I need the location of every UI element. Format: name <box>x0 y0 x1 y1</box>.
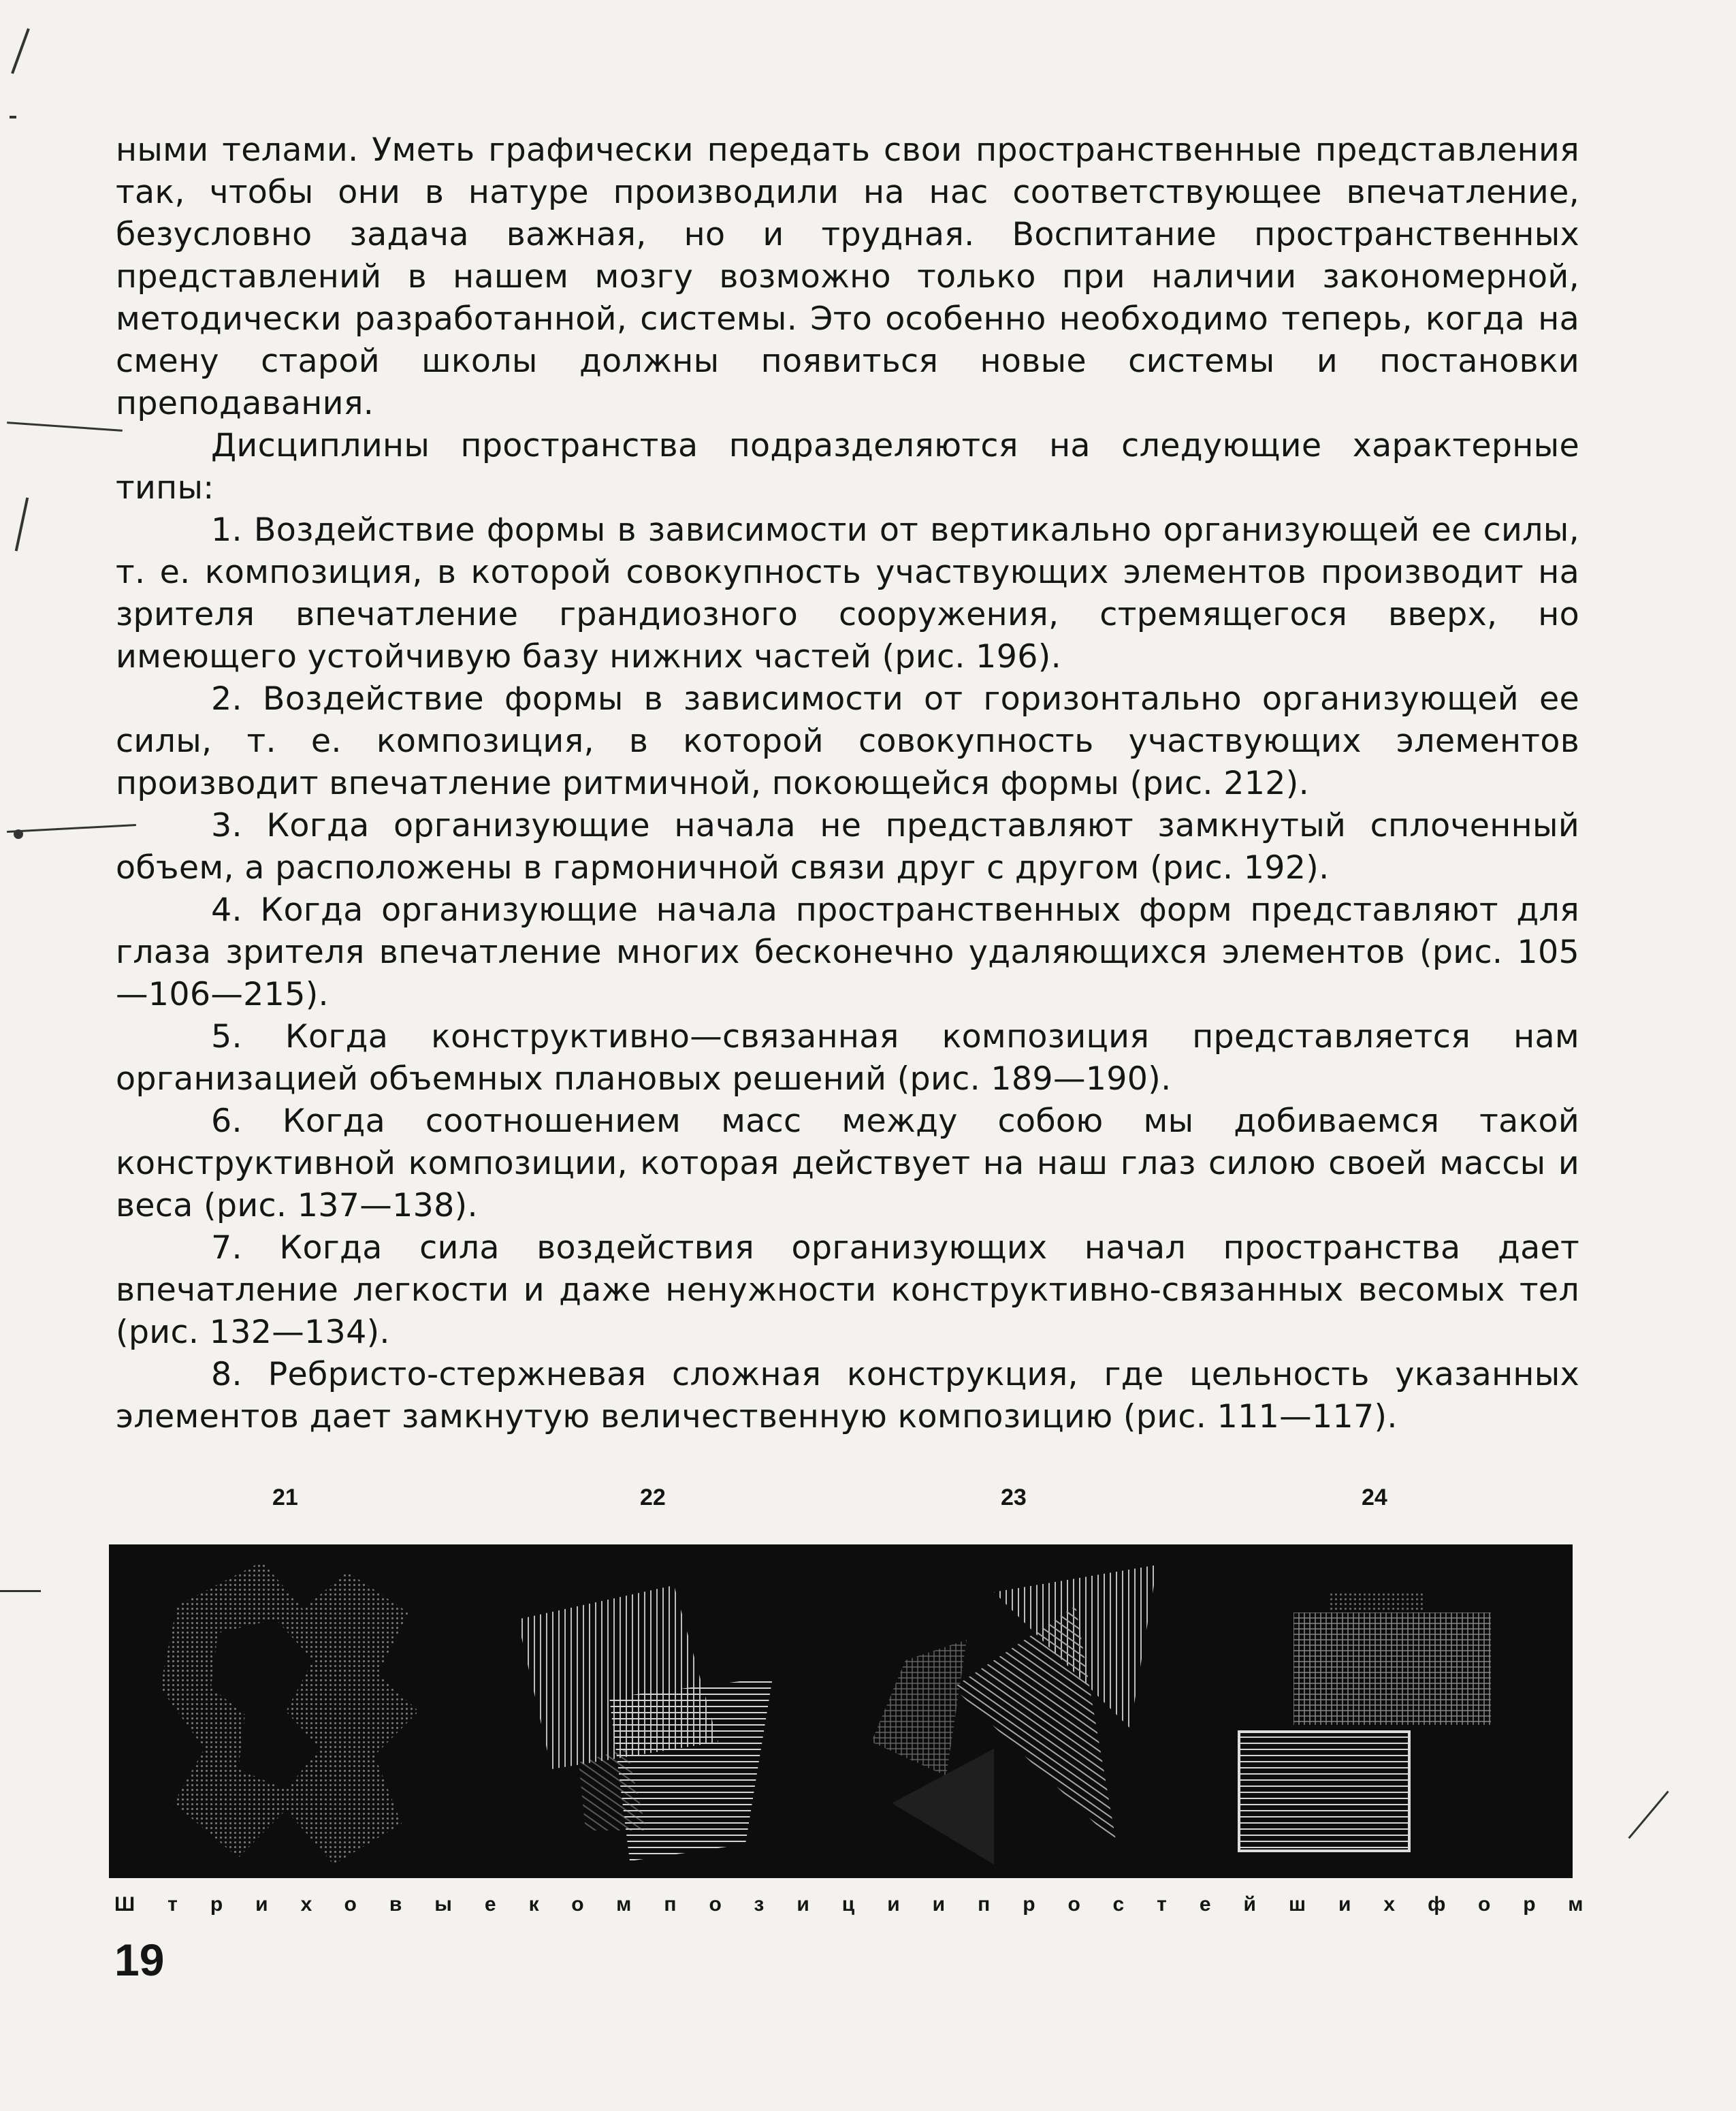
figure-caption <box>114 1893 1616 1916</box>
scan-edge-mark <box>7 422 123 432</box>
caption-word: простейших <box>978 1893 1428 1916</box>
list-item: 6. Когда соотношением масс между собою мы добиваемся такой конструктивной композиции, которая действует на наш глаз силою своей массы и веса (рис. 137—138). <box>116 1102 1579 1224</box>
figure-number: 21 <box>272 1485 298 1510</box>
list-item: 5. Когда конструктивно—связанная композиция представляется нам организацией объемных плановых решений (рис. 189—190). <box>116 1018 1579 1098</box>
figure-svg <box>109 1544 1573 1878</box>
body-text <box>116 129 1579 1438</box>
scan-edge-mark <box>0 1590 41 1592</box>
list-item: 3. Когда организующие начала не представляют замкнутый сплоченный объем, а расположены в гармоничной связи друг с другом (рис. 192). <box>116 807 1579 887</box>
scan-edge-mark <box>1628 1791 1669 1839</box>
composition-21 <box>160 1561 419 1864</box>
paragraph: ными телами. Уметь графически передать свои пространственные представления так, чтобы они в натуре производили на нас соответствующее впечатление, безусловно задача важная, но и трудная. Воспитание пространственных представлений в нашем мозгу возможно только при наличии закономерной, методически разработанной, системы. Это особенно необходимо теперь, когда на смену старой школы должны появиться новые системы и постановки преподавания. <box>116 131 1579 422</box>
composition-24 <box>1239 1592 1491 1851</box>
scan-edge-mark <box>14 829 23 839</box>
paragraph: Дисциплины пространства подразделяются на следующие характерные типы: <box>116 427 1579 507</box>
figure-number: 23 <box>1001 1485 1027 1510</box>
hatched-compositions-figure <box>109 1544 1573 1878</box>
list-item: 7. Когда сила воздействия организующих начал пространства дает впечатление легкости и даже ненужности конструктивно-связанных весомых тел (рис. 132—134). <box>116 1229 1579 1351</box>
figure-number: 24 <box>1362 1485 1387 1510</box>
composition-22 <box>517 1585 773 1861</box>
caption-word: форм <box>1428 1893 1616 1916</box>
list-item: 8. Ребристо-стержневая сложная конструкция, где цельность указанных элементов дает замкнутую величественную композицию (рис. 111—117). <box>116 1356 1579 1435</box>
page-number: 19 <box>114 1935 165 1985</box>
list-item: 2. Воздействие формы в зависимости от горизонтально организующей ее силы, т. е. композиция, в которой совокупность участвующих элементов производит впечатление ритмичной, покоющейся формы (рис. 212). <box>116 680 1579 802</box>
caption-word: композиции <box>528 1893 978 1916</box>
scan-edge-mark <box>11 28 30 74</box>
scan-edge-mark <box>15 497 29 551</box>
figure-number: 22 <box>640 1485 666 1510</box>
list-item: 1. Воздействие формы в зависимости от вертикально организующей ее силы, т. е. композиция, в которой совокупность участвующих элементов производит на зрителя впечатление грандиозного сооружения, стремящегося вверх, но имеющего устойчивую базу нижних частей (рис. 196). <box>116 511 1579 676</box>
scan-edge-mark <box>10 116 16 118</box>
composition-23 <box>871 1565 1157 1864</box>
list-item: 4. Когда организующие начала пространственных форм представляют для глаза зрителя впечатление многих бесконечно удаляющихся элементов (рис. 105—106—215). <box>116 891 1579 1013</box>
caption-word: Штриховые <box>114 1893 529 1916</box>
